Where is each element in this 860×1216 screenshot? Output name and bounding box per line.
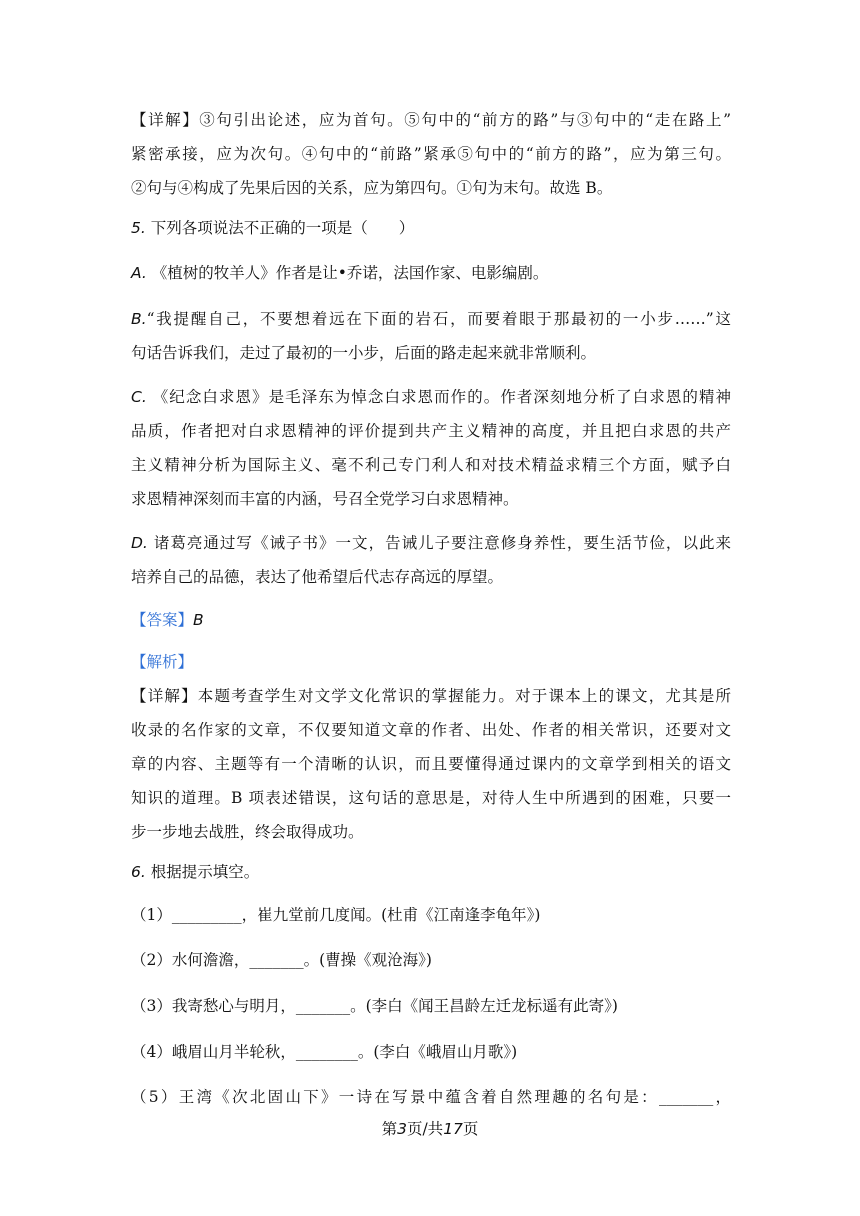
option-c-line: 求恩精神深刻而丰富的内涵，号召全党学习白求恩精神。	[131, 490, 519, 508]
option-c: C. 《纪念白求恩》是毛泽东为悼念白求恩而作的。作者深刻地分析了白求恩的精神	[131, 388, 731, 406]
total-pages: 17	[443, 1120, 463, 1138]
analysis-line: 【详解】本题考查学生对文学文化常识的掌握能力。对于课本上的课文，尤其是所	[131, 687, 731, 705]
option-b-line: 句话告诉我们，走过了最初的一小步，后面的路走起来就非常顺利。	[131, 344, 597, 362]
option-a: A. 《植树的牧羊人》作者是让•乔诺，法国作家、电影编剧。	[131, 264, 549, 282]
option-d: D. 诸葛亮通过写《诫子书》一文，告诫儿子要注意修身养性，要生活节俭，以此来	[131, 534, 731, 552]
detail-line: ②句与④构成了先果后因的关系，应为第四句。①句为末句。故选 B。	[131, 179, 613, 197]
analysis-line: 收录的名作家的文章，不仅要知道文章的作者、出处、作者的相关常识，还要对文	[131, 721, 731, 739]
question-number: 6.	[131, 863, 146, 881]
analysis-tag: 【解析】	[131, 653, 194, 671]
question-5-stem: 5. 下列各项说法不正确的一项是（ ）	[131, 219, 415, 237]
option-b: B.“我提醒自己，不要想着远在下面的岩石，而要着眼于那最初的一小步……”这	[131, 310, 731, 328]
fill-item-4: （4）峨眉山月半轮秋，________。(李白《峨眉山月歌》)	[131, 1043, 518, 1061]
fill-item-1: （1）_________，崔九堂前几度闻。(杜甫《江南逢李龟年》)	[131, 906, 541, 924]
option-letter: A.	[131, 264, 147, 282]
page-footer: 第3页/共17页	[381, 1120, 479, 1138]
answer-line	[131, 610, 204, 630]
option-letter: B.	[131, 310, 147, 328]
question-6-stem: 6. 根据提示填空。	[131, 863, 260, 881]
answer-tag: 【答案】	[131, 611, 194, 629]
option-letter: D.	[131, 534, 148, 552]
analysis-line: 章的内容、主题等有一个清晰的认识，而且要懂得通过课内的文章学到相关的语文	[131, 755, 731, 773]
analysis-line: 知识的道理。B 项表述错误，这句话的意思是，对待人生中所遇到的困难，只要一	[131, 789, 731, 807]
current-page: 3	[397, 1120, 407, 1138]
analysis-line: 步一步地去战胜，终会取得成功。	[131, 823, 364, 841]
option-d-line: 培养自己的品德，表达了他希望后代志存高远的厚望。	[131, 568, 504, 586]
option-letter: C.	[131, 388, 147, 406]
fill-item-2: （2）水何澹澹，_______。(曹操《观沧海》)	[131, 951, 432, 969]
answer-value: B	[193, 611, 204, 629]
detail-line: 紧密承接，应为次句。④句中的“前路”紧承⑤句中的“前方的路”，应为第三句。	[131, 145, 731, 163]
detail-line: 【详解】③句引出论述，应为首句。⑤句中的“前方的路”与③句中的“走在路上”	[131, 111, 731, 129]
question-number: 5.	[131, 219, 146, 237]
fill-item-3: （3）我寄愁心与明月，_______。(李白《闻王昌龄左迁龙标遥有此寄》)	[131, 997, 618, 1015]
fill-item-5: （5）王湾《次北固山下》一诗在写景中蕴含着自然理趣的名句是：_______，	[131, 1088, 731, 1106]
option-c-line: 主义精神分析为国际主义、毫不利己专门利人和对技术精益求精三个方面，赋予白	[131, 456, 731, 474]
option-c-line: 品质，作者把对白求恩精神的评价提到共产主义精神的高度，并且把白求恩的共产	[131, 422, 731, 440]
